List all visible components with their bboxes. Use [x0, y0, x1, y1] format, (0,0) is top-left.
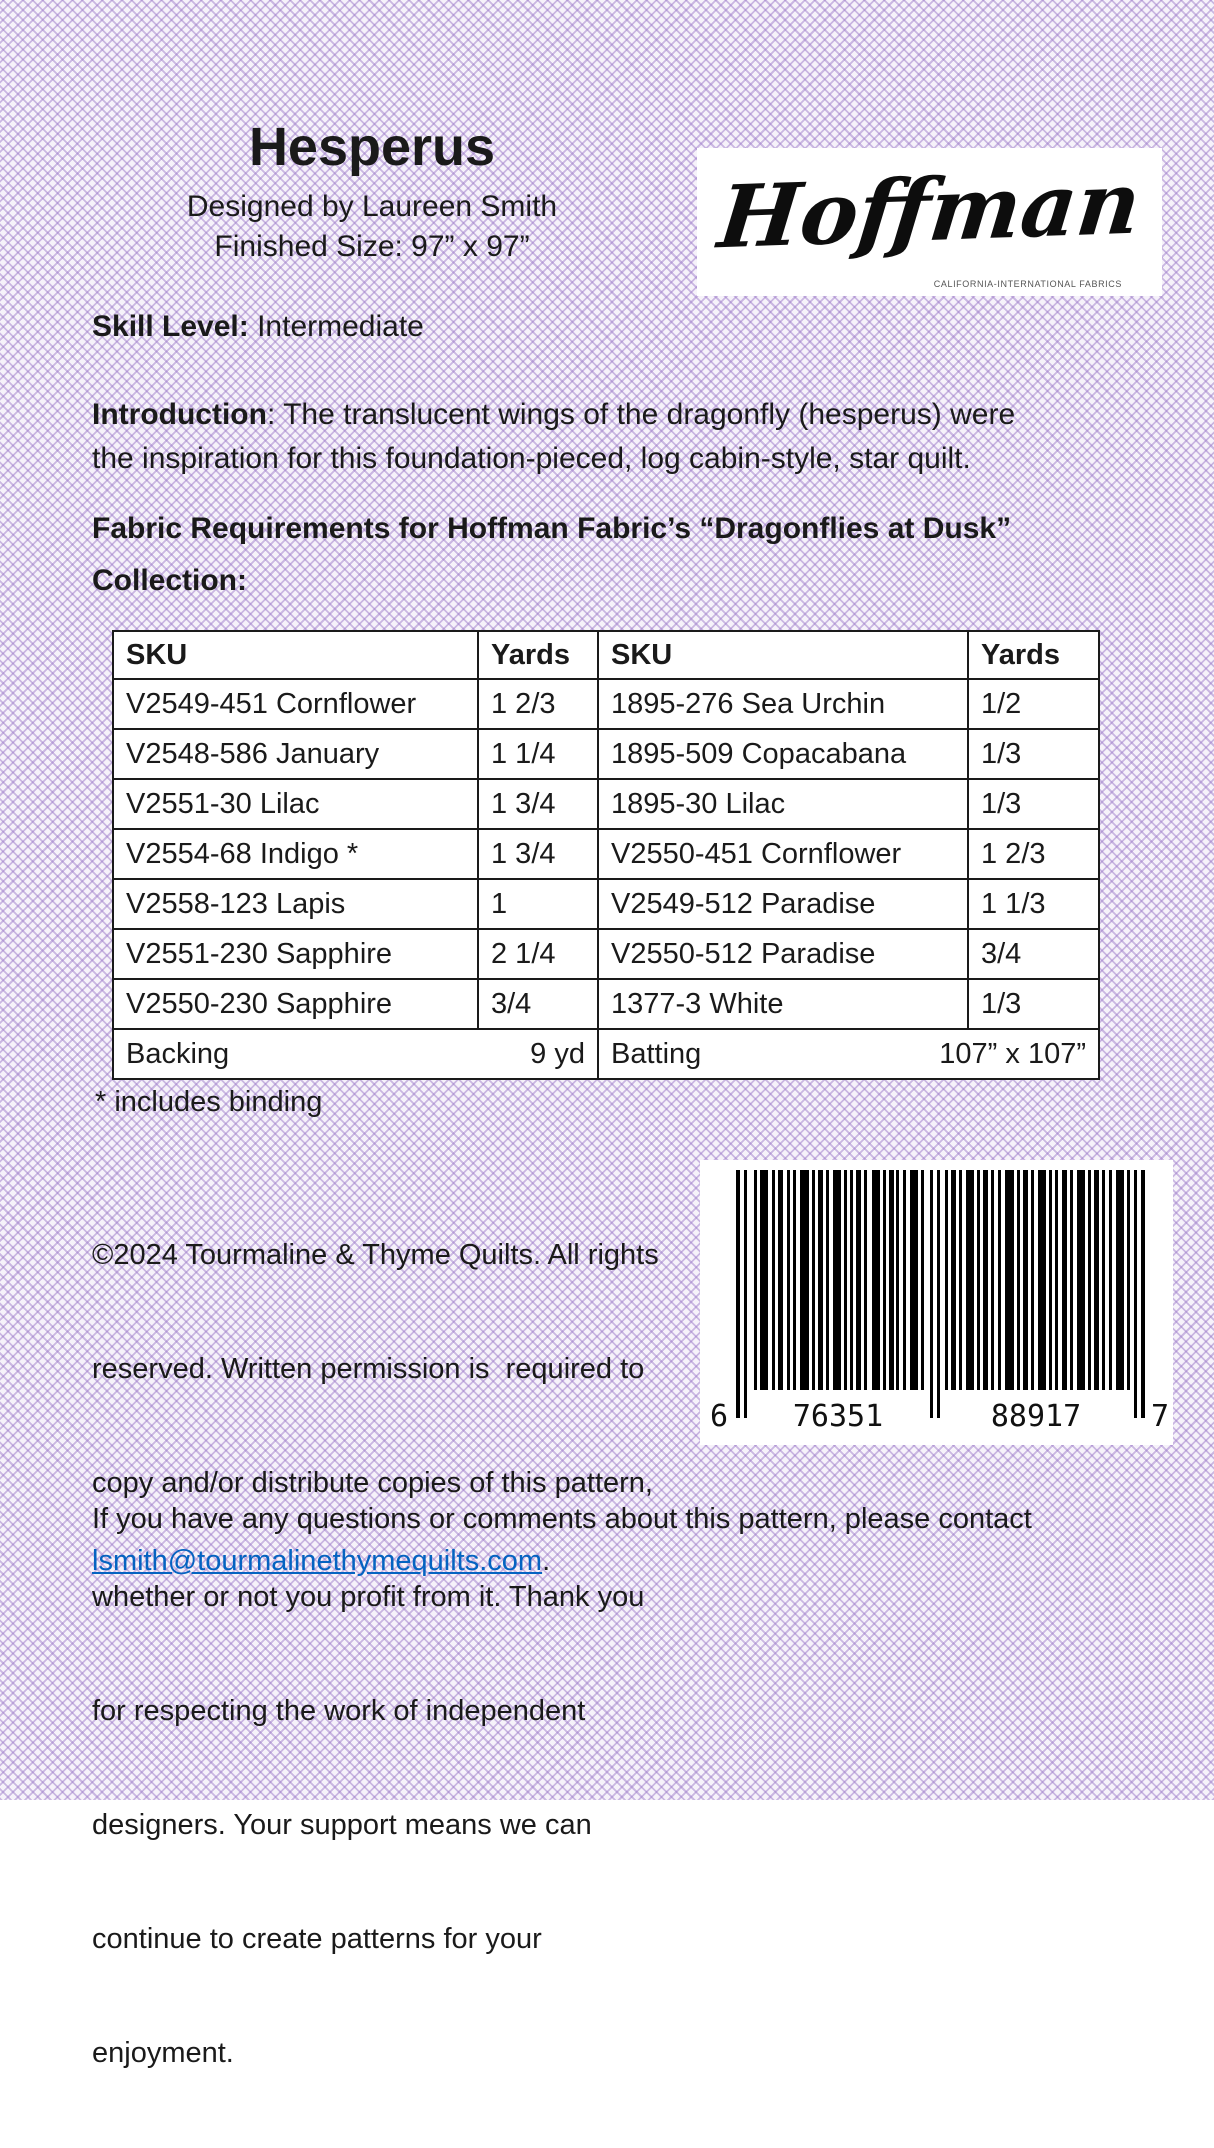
sku-cell: V2550-230 Sapphire [113, 979, 478, 1029]
introduction-line1 [92, 393, 1015, 437]
sku-cell: V2549-512 Paradise [598, 879, 968, 929]
batting-label: Batting [611, 1037, 702, 1070]
contact-block [92, 1498, 1032, 1582]
skill-level-label: Skill Level: [92, 310, 249, 343]
contact-email-link[interactable]: lsmith@tourmalinethymequilts.com [92, 1545, 543, 1577]
barcode [700, 1160, 1173, 1445]
designer-line: Designed by Laureen Smith [186, 190, 558, 224]
fabric-requirements-heading [92, 503, 1011, 607]
title-block [92, 118, 652, 267]
sku-cell: 1895-30 Lilac [598, 779, 968, 829]
fabric-requirements-table-wrap [112, 630, 1100, 1080]
sku-cell: V2554-68 Indigo * [113, 829, 478, 879]
copyright-paragraph [92, 1160, 659, 2148]
copyright-line: copy and/or distribute copies of this pattern, [92, 1467, 653, 1499]
copyright-line: enjoyment. [92, 2037, 234, 2069]
contact-email-suffix: . [542, 1545, 551, 1577]
yards-cell: 1 2/3 [478, 679, 598, 729]
table-header-row [113, 631, 1099, 679]
table-row [113, 929, 1099, 979]
binding-footnote: * includes binding [95, 1086, 323, 1118]
yards-cell: 3/4 [478, 979, 598, 1029]
introduction-label: Introduction [92, 398, 267, 431]
yards-cell: 1 3/4 [478, 779, 598, 829]
backing-cell [113, 1029, 598, 1079]
table-row [113, 729, 1099, 779]
yards-cell: 1/2 [968, 679, 1099, 729]
fabric-requirements-table [112, 630, 1100, 1080]
sku-cell: V2549-451 Cornflower [113, 679, 478, 729]
yards-cell: 1/3 [968, 979, 1099, 1029]
barcode-digit-right: 7 [1150, 1399, 1170, 1434]
skill-level-value: Intermediate [248, 310, 424, 343]
sku-cell: V2551-30 Lilac [113, 779, 478, 829]
sku-cell: V2550-451 Cornflower [598, 829, 968, 879]
sku-cell: 1377-3 White [598, 979, 968, 1029]
col-header-sku-right: SKU [598, 631, 968, 679]
introduction-line2: the inspiration for this foundation-pieced, log cabin-style, star quilt. [92, 442, 971, 475]
hoffman-logo-tagline: CALIFORNIA-INTERNATIONAL FABRICS [933, 279, 1122, 289]
hoffman-logo-script: Hoffman [713, 152, 1146, 269]
table-row [113, 679, 1099, 729]
table-row [113, 829, 1099, 879]
table-row [113, 879, 1099, 929]
batting-value: 107” x 107” [939, 1037, 1086, 1070]
table-row [113, 779, 1099, 829]
yards-cell: 3/4 [968, 929, 1099, 979]
yards-cell: 1/3 [968, 779, 1099, 829]
yards-cell: 1 1/4 [478, 729, 598, 779]
yards-cell: 2 1/4 [478, 929, 598, 979]
sku-cell: 1895-509 Copacabana [598, 729, 968, 779]
contact-line: If you have any questions or comments about this pattern, please contact [92, 1503, 1032, 1535]
sku-cell: 1895-276 Sea Urchin [598, 679, 968, 729]
sku-cell: V2551-230 Sapphire [113, 929, 478, 979]
yards-cell: 1 [478, 879, 598, 929]
page-title: Hesperus [248, 117, 496, 177]
introduction-line1-rest: : The translucent wings of the dragonfly (hesperus) were [266, 398, 1016, 431]
col-header-sku-left: SKU [113, 631, 478, 679]
finished-size-line: Finished Size: 97” x 97” [214, 230, 530, 264]
skill-level-line [92, 310, 424, 344]
sku-cell: V2550-512 Paradise [598, 929, 968, 979]
backing-value: 9 yd [530, 1037, 585, 1070]
fabric-heading-line1: Fabric Requirements for Hoffman Fabric’s “Dragonflies at Dusk” [92, 512, 1012, 545]
yards-cell: 1/3 [968, 729, 1099, 779]
copyright-line: continue to create patterns for your [92, 1923, 542, 1955]
sku-cell: V2548-586 January [113, 729, 478, 779]
yards-cell: 1 3/4 [478, 829, 598, 879]
barcode-bars [700, 1160, 1173, 1445]
copyright-line: designers. Your support means we can [92, 1809, 592, 1841]
barcode-digit-left: 6 [710, 1399, 729, 1434]
batting-cell [598, 1029, 1099, 1079]
table-row [113, 979, 1099, 1029]
hoffman-logo [697, 148, 1162, 296]
barcode-group-right: 88917 [990, 1399, 1082, 1434]
sku-cell: V2558-123 Lapis [113, 879, 478, 929]
backing-label: Backing [126, 1037, 230, 1070]
table-footer-row [113, 1029, 1099, 1079]
introduction-paragraph [92, 393, 1015, 481]
yards-cell: 1 2/3 [968, 829, 1099, 879]
copyright-line: ©2024 Tourmaline & Thyme Quilts. All rights [92, 1239, 659, 1271]
col-header-yards-left: Yards [478, 631, 598, 679]
contact-email-line [92, 1540, 1032, 1582]
copyright-line: whether or not you profit from it. Thank you [92, 1581, 645, 1613]
yards-cell: 1 1/3 [968, 879, 1099, 929]
fabric-heading-line2: Collection: [92, 564, 247, 597]
col-header-yards-right: Yards [968, 631, 1099, 679]
copyright-line: reserved. Written permission is required to [92, 1353, 645, 1385]
barcode-group-left: 76351 [792, 1399, 884, 1434]
copyright-line: for respecting the work of independent [92, 1695, 586, 1727]
